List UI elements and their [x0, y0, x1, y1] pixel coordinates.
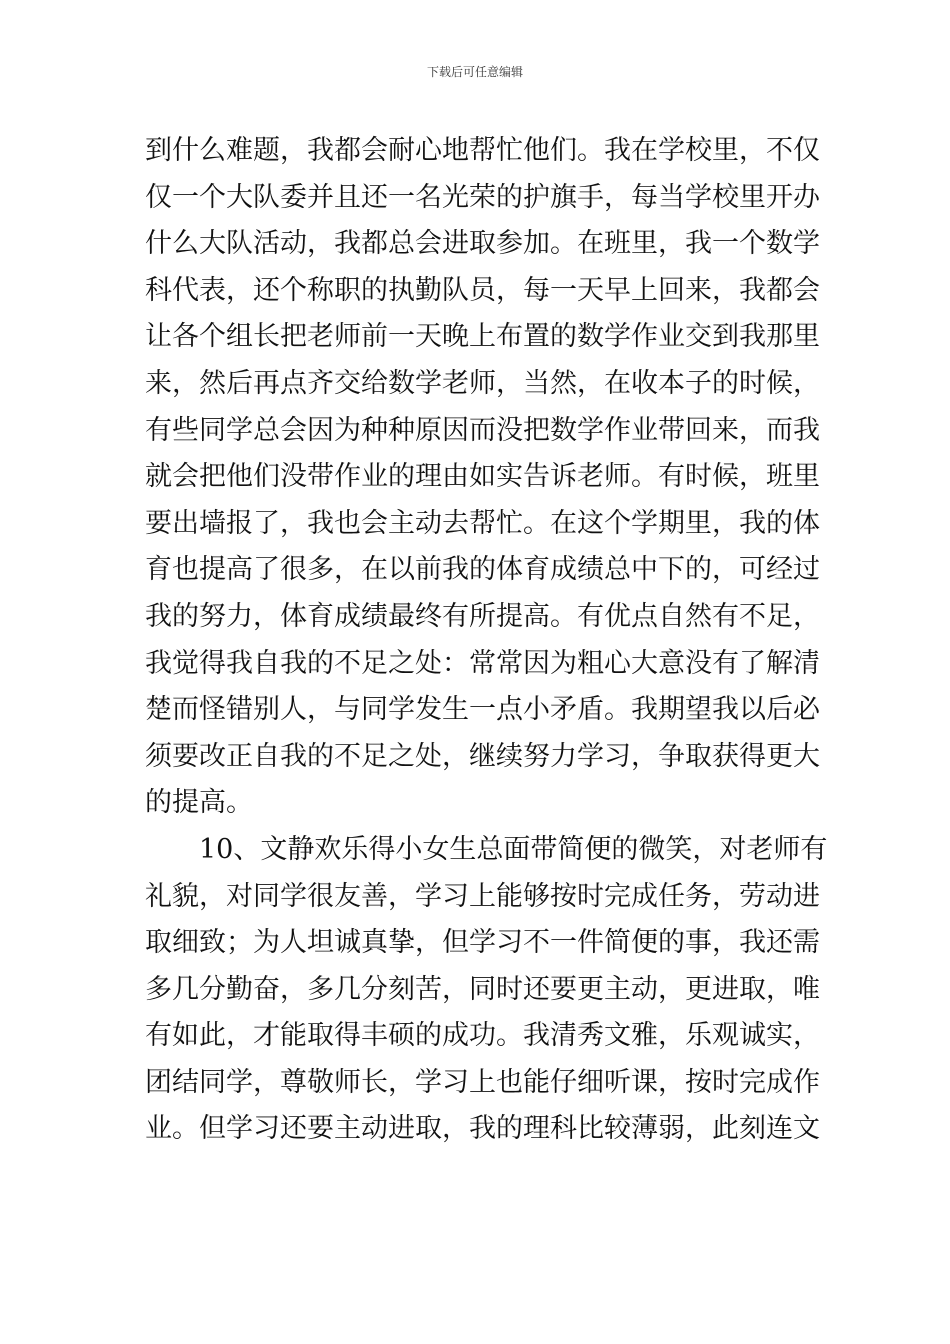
page-header: 下载后可任意编辑: [426, 65, 523, 79]
text-line: 团结同学，尊敬师长，学习上也能仔细听课，按时完成作: [145, 1066, 820, 1098]
text-line: 仅一个大队委并且还一名光荣的护旗手，每当学校里开办: [145, 181, 820, 213]
text-line: 来，然后再点齐交给数学老师，当然，在收本子的时候，: [145, 367, 820, 399]
paragraph: [145, 128, 820, 827]
text-line: 我的努力，体育成绩最终有所提高。有优点自然有不足，: [145, 600, 820, 632]
text-line: 取细致；为人坦诚真挚，但学习不一件简便的事，我还需: [145, 927, 820, 959]
text-line: 有些同学总会因为种种原因而没把数学作业带回来，而我: [145, 414, 820, 446]
text-line: 楚而怪错别人，与同学发生一点小矛盾。我期望我以后必: [145, 694, 820, 726]
text-line: 让各个组长把老师前一天晚上布置的数学作业交到我那里: [145, 321, 820, 353]
text-line: 什么大队活动，我都总会进取参加。在班里，我一个数学: [145, 228, 820, 260]
text-line: 育也提高了很多，在以前我的体育成绩总中下的，可经过: [145, 554, 820, 586]
text-line: 须要改正自我的不足之处，继续努力学习，争取获得更大: [145, 740, 820, 772]
text-line: 科代表，还个称职的执勤队员，每一天早上回来，我都会: [145, 274, 820, 306]
text-line: 的提高。: [145, 787, 253, 819]
text-line: 就会把他们没带作业的理由如实告诉老师。有时候，班里: [145, 461, 820, 493]
document-body: [145, 128, 828, 1153]
text-line: 多几分勤奋，多几分刻苦，同时还要更主动，更进取，唯: [145, 973, 820, 1005]
text-line: 10、文静欢乐得小女生总面带简便的微笑，对老师有: [199, 833, 828, 865]
text-line: 业。但学习还要主动进取，我的理科比较薄弱，此刻连文: [145, 1113, 820, 1145]
text-line: 礼貌，对同学很友善，学习上能够按时完成任务，劳动进: [145, 880, 820, 912]
text-line: 有如此，才能取得丰硕的成功。我清秀文雅，乐观诚实，: [145, 1020, 820, 1052]
text-line: 我觉得我自我的不足之处：常常因为粗心大意没有了解清: [145, 647, 820, 679]
paragraph: [145, 827, 828, 1153]
text-line: 到什么难题，我都会耐心地帮忙他们。我在学校里，不仅: [145, 135, 820, 166]
text-line: 要出墙报了，我也会主动去帮忙。在这个学期里，我的体: [145, 507, 820, 539]
